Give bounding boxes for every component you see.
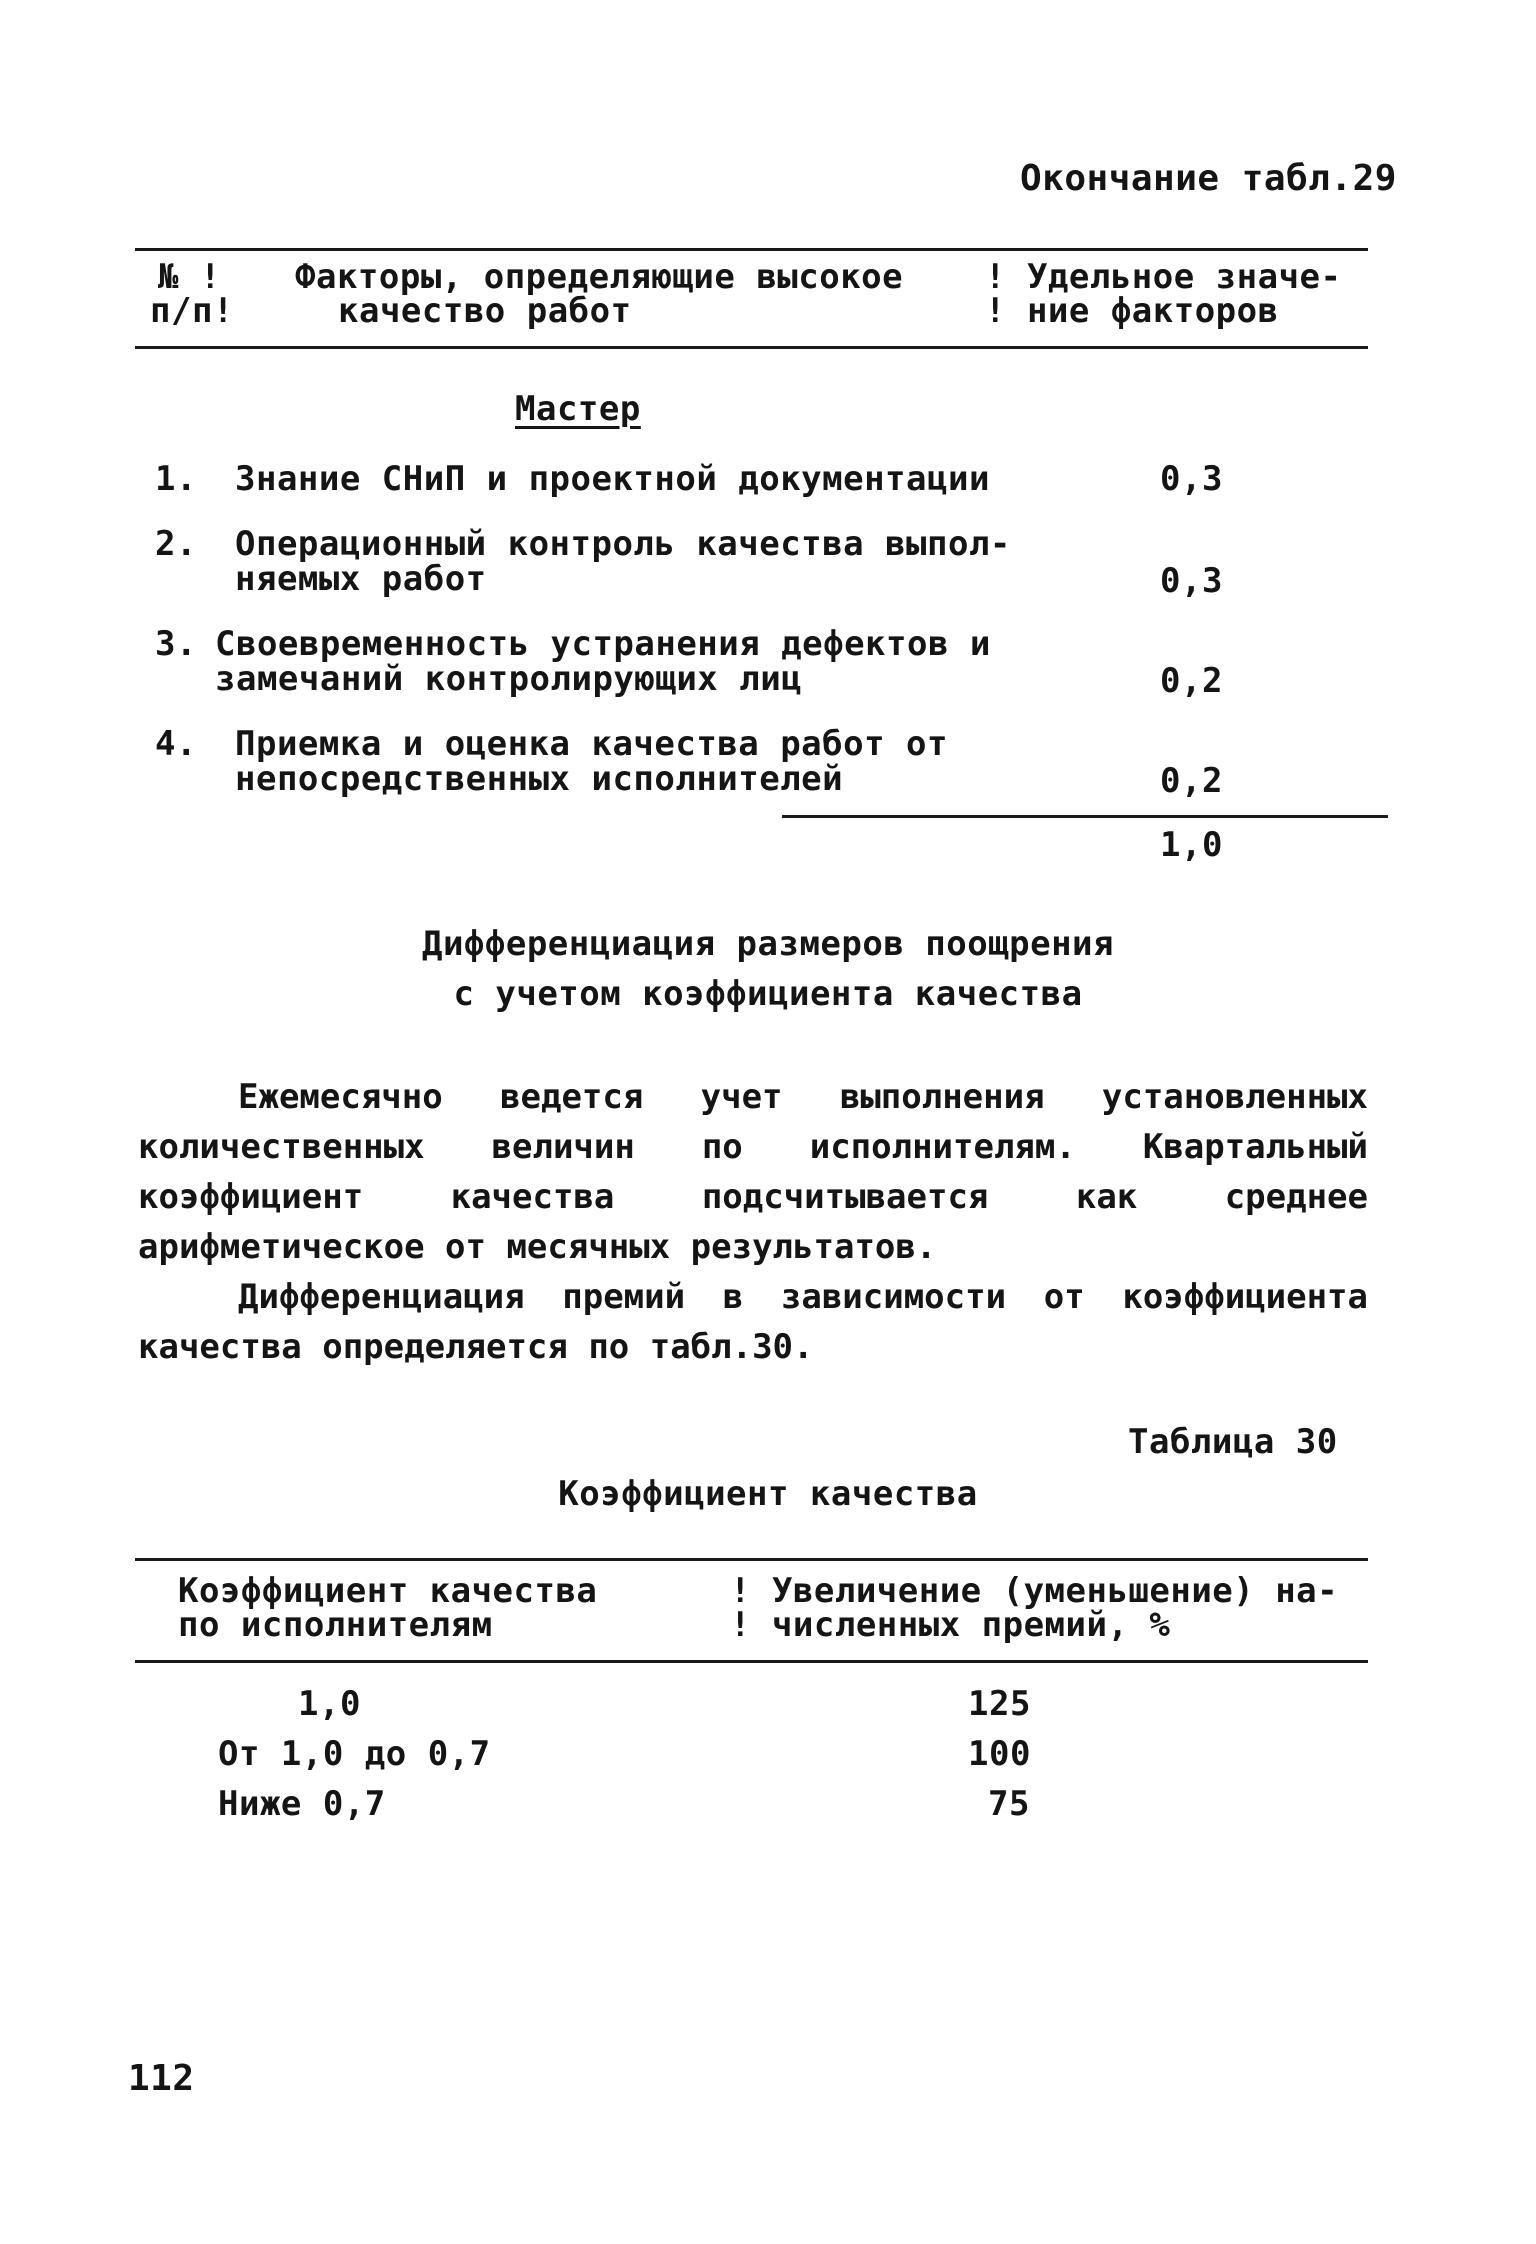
table29-col-value-line1: ! Удельное значе- [985, 257, 1342, 297]
table29-row3-text-line2: замечаний контролирующих лиц [215, 659, 803, 699]
table30-header-rule [135, 1660, 1368, 1663]
table29-row4-text-line1: Приемка и оценка качества работ от [235, 724, 948, 764]
table30-col1-line1: Коэффициент качества [178, 1571, 598, 1611]
table30-row3-coef: Ниже 0,7 [218, 1784, 386, 1824]
table29-total-rule [782, 815, 1388, 818]
table29-row2-value: 0,3 [1160, 561, 1223, 601]
table30-top-rule [135, 1558, 1368, 1561]
paragraph-2: Дифференциация премий в зависимости от коэффициента качества определяется по табл.30. [138, 1277, 1368, 1367]
table30-row2-value: 100 [968, 1734, 1031, 1774]
table29-row4-value: 0,2 [1160, 761, 1223, 801]
table30-title: Коэффициент качества [558, 1474, 978, 1514]
section-heading-line2: с учетом коэффициента качества [453, 974, 1083, 1014]
table30-row3-value: 75 [988, 1784, 1030, 1824]
table29-section-title: Мастер [515, 389, 641, 429]
table-continuation-label: Окончание табл.29 [1020, 158, 1397, 199]
table29-row4-num: 4. [155, 724, 197, 764]
table30-row2-coef: От 1,0 до 0,7 [218, 1734, 491, 1774]
table29-top-rule [135, 248, 1368, 251]
table29-col-value-line2: ! ние факторов [985, 291, 1279, 331]
table30-label: Таблица 30 [1128, 1422, 1338, 1462]
table29-header-rule [135, 346, 1368, 349]
section-heading-line1: Дифференциация размеров поощрения [421, 924, 1114, 964]
table29-row4-text-line2: непосредственных исполнителей [235, 759, 844, 799]
table30-row1-value: 125 [968, 1684, 1031, 1724]
table29-row1-value: 0,3 [1160, 459, 1223, 499]
table29-row2-text-line2: няемых работ [235, 559, 487, 599]
table29-row3-num: 3. [155, 624, 197, 664]
table29-col-factors-line1: Факторы, определяющие высокое [295, 257, 904, 297]
page-number: 112 [128, 2058, 195, 2099]
table30-col2-line2: ! численных премий, % [730, 1605, 1171, 1645]
table30-row1-coef: 1,0 [298, 1684, 361, 1724]
table29-col-num-line1: № ! [158, 257, 221, 297]
table29-row1-text: Знание СНиП и проектной документации [235, 459, 990, 499]
table29-row2-num: 2. [155, 524, 197, 564]
table29-col-num-line2: п/п! [150, 291, 234, 331]
table30-col1-line2: по исполнителям [178, 1605, 493, 1645]
table29-col-factors-line2: качество работ [338, 291, 632, 331]
table29-row1-num: 1. [155, 459, 197, 499]
table29-row3-value: 0,2 [1160, 661, 1223, 701]
table29-row2-text-line1: Операционный контроль качества выпол- [235, 524, 1011, 564]
table29-row3-text-line1: Своевременность устранения дефектов и [215, 624, 991, 664]
table30-col2-line1: ! Увеличение (уменьшение) на- [730, 1571, 1339, 1611]
paragraph-1: Ежемесячно ведется учет выполнения установленных количественных величин по исполнителям. Квартальный коэффициент качества подсчитывается как среднее арифметическое от месячных результатов. [138, 1077, 1368, 1267]
table29-total-value: 1,0 [1160, 825, 1223, 865]
